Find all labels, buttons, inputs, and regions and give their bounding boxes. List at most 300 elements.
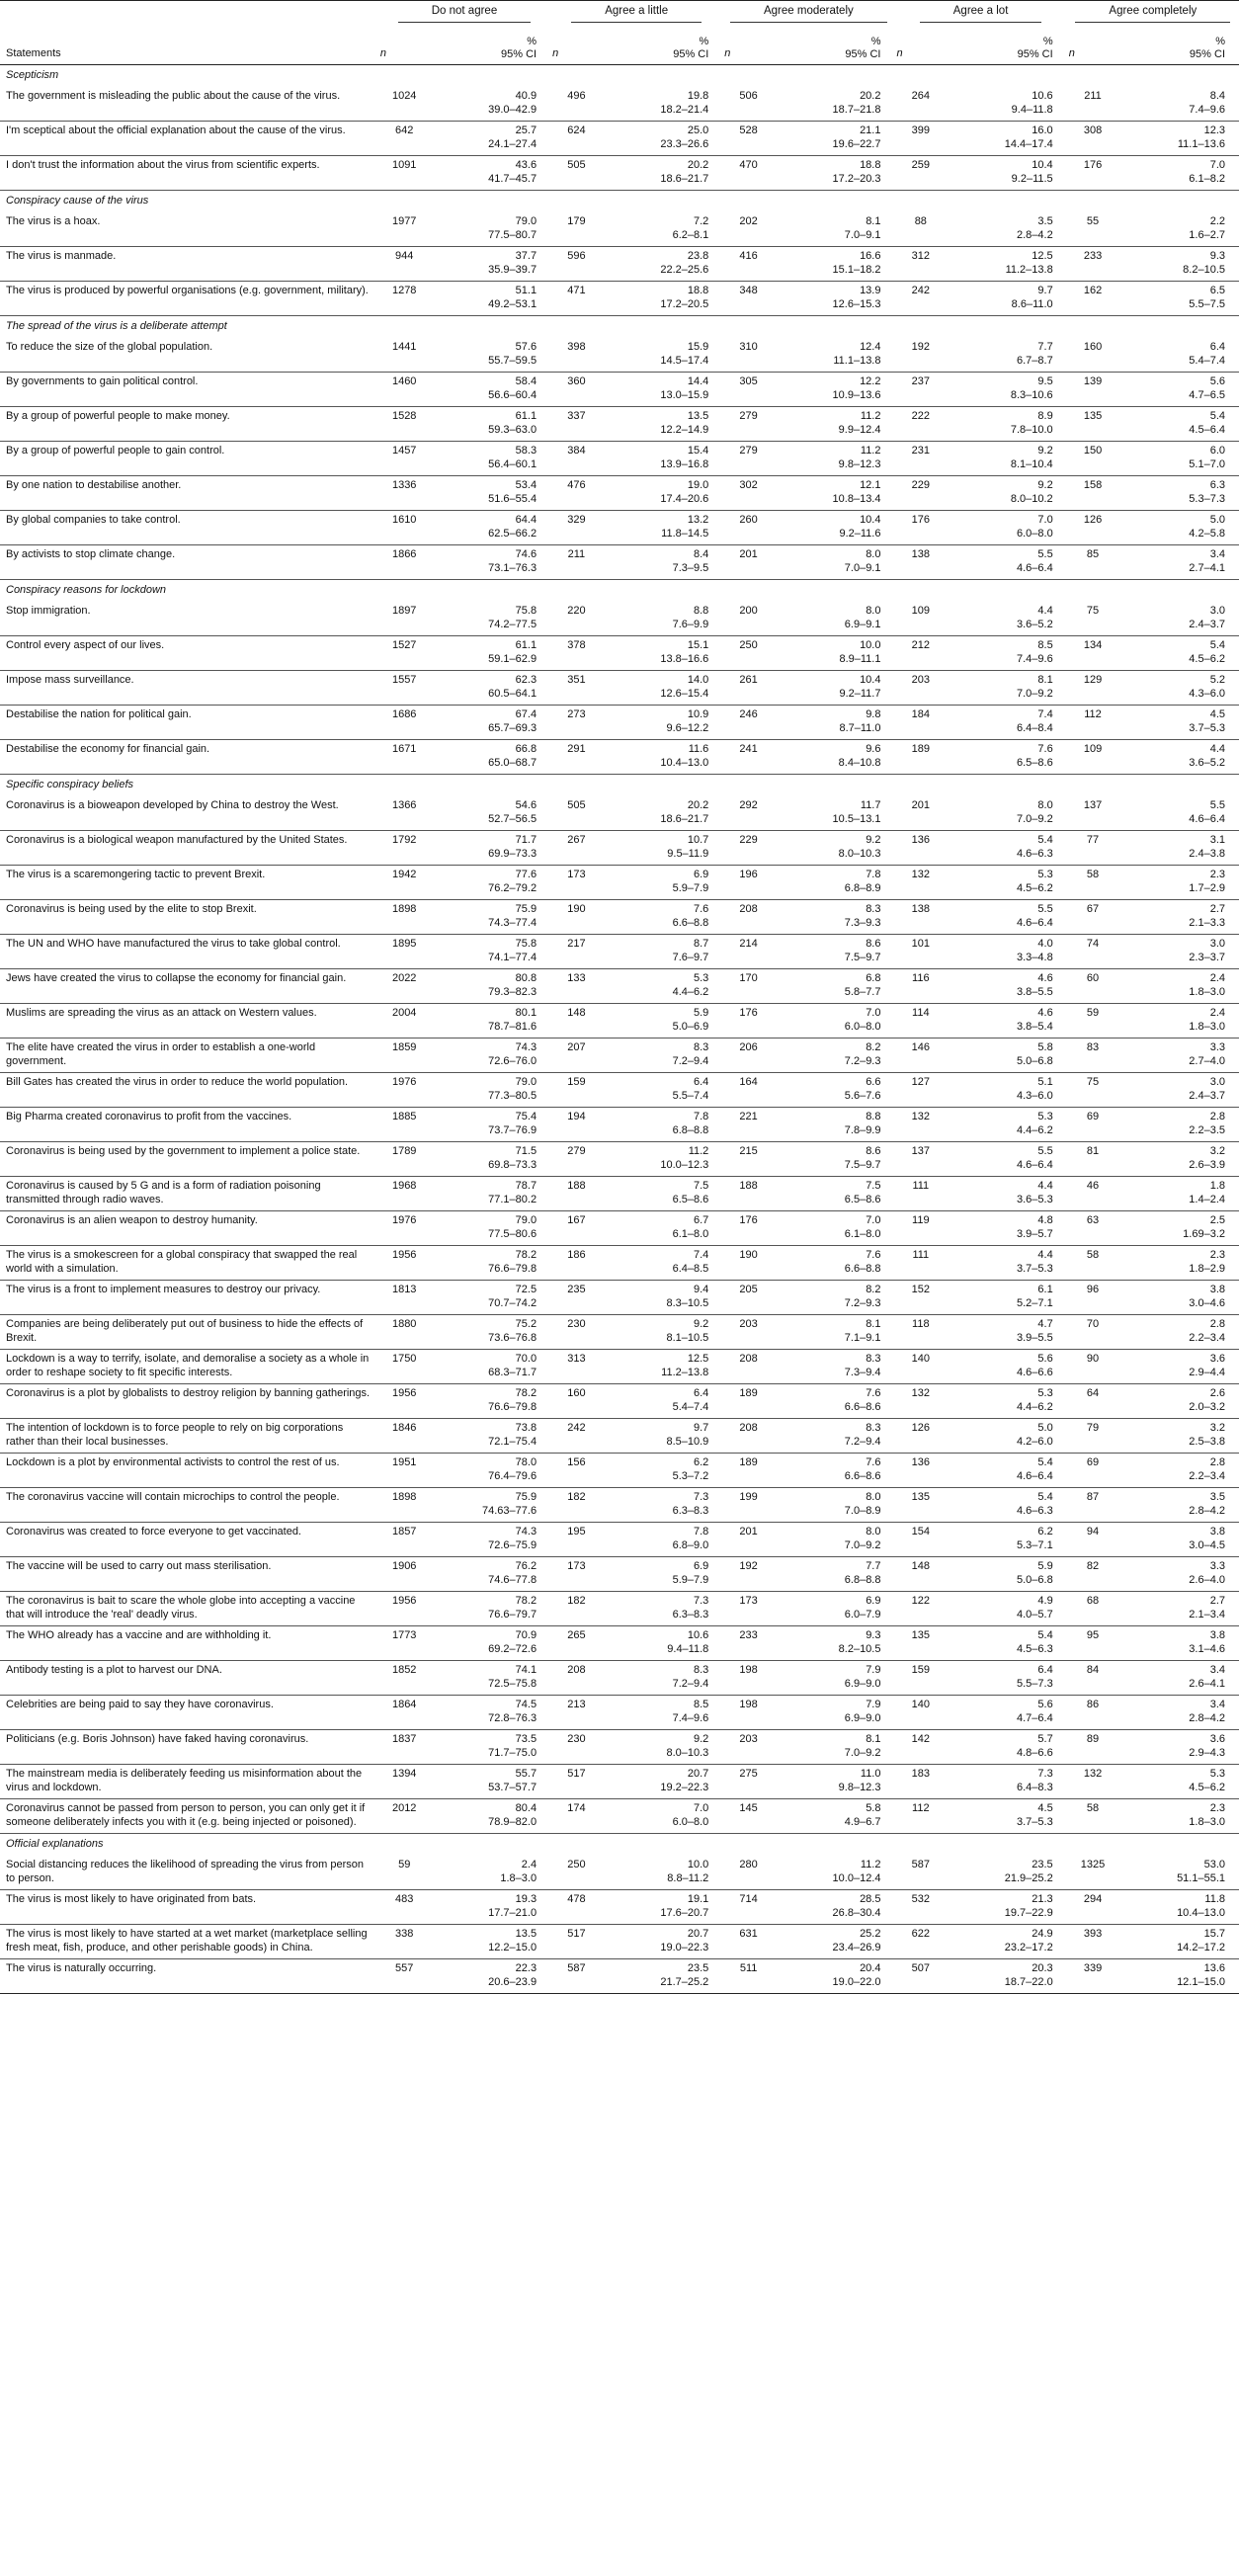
percent-ci-cell xyxy=(1118,545,1239,580)
n-cell: 1906 xyxy=(378,1557,431,1592)
percent-value: 21.3 xyxy=(1032,1893,1053,1905)
percent-value: 13.6 xyxy=(1203,1962,1225,1974)
statement-cell: By governments to gain political control. xyxy=(0,373,378,407)
percent-ci-cell xyxy=(603,1246,723,1281)
percent-ci-cell xyxy=(603,796,723,831)
statement-cell: The virus is a front to implement measures to destroy our privacy. xyxy=(0,1281,378,1315)
percent-ci-cell xyxy=(1118,1696,1239,1730)
n-cell: 170 xyxy=(722,969,775,1004)
ci-value: 74.2–77.5 xyxy=(488,618,537,630)
n-cell: 94 xyxy=(1067,1523,1119,1557)
statement-cell: The virus is naturally occurring. xyxy=(0,1959,378,1994)
n-cell: 129 xyxy=(1067,671,1119,706)
ci-value: 7.2–9.4 xyxy=(844,1435,881,1448)
n-cell: 59 xyxy=(1067,1004,1119,1039)
n-cell: 176 xyxy=(894,511,947,545)
n-cell: 1024 xyxy=(378,87,431,122)
percent-label: % xyxy=(1042,36,1053,47)
percent-value: 8.3 xyxy=(866,1422,881,1434)
ci-value: 3.7–5.3 xyxy=(1189,721,1225,734)
statement-cell: Politicians (e.g. Boris Johnson) have faked having coronavirus. xyxy=(0,1730,378,1765)
percent-value: 51.1 xyxy=(515,285,537,296)
percent-value: 1.8 xyxy=(1209,1180,1225,1192)
percent-ci-column-header xyxy=(603,27,723,65)
ci-value: 2.2–3.4 xyxy=(1189,1331,1225,1344)
percent-value: 4.6 xyxy=(1037,1007,1053,1019)
n-column-header: n xyxy=(896,46,903,59)
percent-value: 37.7 xyxy=(515,250,537,262)
percent-ci-cell xyxy=(603,1384,723,1419)
ci-value: 2.6–4.0 xyxy=(1189,1573,1225,1586)
percent-value: 19.0 xyxy=(687,479,709,491)
percent-ci-cell xyxy=(1118,1730,1239,1765)
table-row xyxy=(0,671,1239,706)
ci-value: 3.6–5.2 xyxy=(1189,756,1225,769)
percent-ci-cell xyxy=(603,282,723,316)
percent-value: 13.5 xyxy=(515,1928,537,1940)
ci-value: 2.9–4.3 xyxy=(1189,1746,1225,1759)
percent-value: 5.4 xyxy=(1209,639,1225,651)
percent-ci-cell xyxy=(603,636,723,671)
n-cell: 159 xyxy=(894,1661,947,1696)
percent-ci-cell xyxy=(603,1039,723,1073)
percent-ci-cell xyxy=(603,247,723,282)
percent-value: 20.7 xyxy=(687,1928,709,1940)
ci-value: 5.0–6.8 xyxy=(1016,1573,1053,1586)
ci-value: 3.7–5.3 xyxy=(1016,1815,1053,1828)
percent-value: 13.5 xyxy=(687,410,709,422)
percent-value: 8.3 xyxy=(693,1041,709,1053)
percent-ci-cell xyxy=(947,1925,1067,1959)
n-cell: 1789 xyxy=(378,1142,431,1177)
ci-value: 6.6–8.6 xyxy=(844,1469,881,1482)
percent-ci-cell xyxy=(775,866,895,900)
n-cell: 622 xyxy=(894,1925,947,1959)
n-cell: 1610 xyxy=(378,511,431,545)
percent-ci-cell xyxy=(1118,636,1239,671)
section-row xyxy=(0,316,1239,339)
percent-ci-cell xyxy=(431,900,551,935)
ci-value: 12.1–15.0 xyxy=(1177,1975,1225,1988)
ci-value: 7.0–9.2 xyxy=(1016,687,1053,700)
percent-ci-cell xyxy=(431,866,551,900)
n-cell: 89 xyxy=(1067,1730,1119,1765)
ci-value: 6.8–9.0 xyxy=(672,1538,709,1551)
percent-value: 61.1 xyxy=(515,410,537,422)
n-cell: 505 xyxy=(550,156,603,191)
percent-value: 6.6 xyxy=(866,1076,881,1088)
percent-value: 21.1 xyxy=(860,125,881,136)
n-cell: 305 xyxy=(722,373,775,407)
percent-value: 8.1 xyxy=(866,215,881,227)
percent-value: 73.5 xyxy=(515,1733,537,1745)
percent-ci-cell xyxy=(775,1488,895,1523)
percent-ci-cell xyxy=(1118,1454,1239,1488)
n-cell: 189 xyxy=(722,1384,775,1419)
n-cell: 112 xyxy=(894,1799,947,1834)
ci-value: 6.3–8.3 xyxy=(672,1504,709,1517)
percent-ci-cell xyxy=(947,1488,1067,1523)
section-title: The spread of the virus is a deliberate attempt xyxy=(6,320,227,332)
n-cell: 1527 xyxy=(378,636,431,671)
percent-ci-cell xyxy=(431,1765,551,1799)
ci-value: 7.0–9.2 xyxy=(844,1538,881,1551)
ci-value: 76.6–79.8 xyxy=(488,1400,537,1413)
n-cell: 393 xyxy=(1067,1925,1119,1959)
percent-ci-cell xyxy=(947,1959,1067,1994)
n-cell: 470 xyxy=(722,156,775,191)
percent-value: 11.0 xyxy=(860,1768,881,1780)
n-cell: 230 xyxy=(550,1730,603,1765)
percent-value: 6.4 xyxy=(1209,341,1225,353)
statement-cell: The WHO already has a vaccine and are withholding it. xyxy=(0,1626,378,1661)
percent-value: 8.7 xyxy=(693,938,709,950)
ci-value: 23.3–26.6 xyxy=(660,137,709,150)
ci-value: 7.3–9.4 xyxy=(844,1366,881,1378)
percent-ci-cell xyxy=(947,476,1067,511)
percent-ci-cell xyxy=(775,1730,895,1765)
ci-value: 6.5–8.6 xyxy=(1016,756,1053,769)
n-cell: 74 xyxy=(1067,935,1119,969)
table-row xyxy=(0,1925,1239,1959)
percent-value: 3.8 xyxy=(1209,1284,1225,1295)
percent-value: 25.0 xyxy=(687,125,709,136)
ci-value: 7.0–9.1 xyxy=(844,228,881,241)
n-cell: 87 xyxy=(1067,1488,1119,1523)
percent-ci-cell xyxy=(947,1557,1067,1592)
percent-ci-cell xyxy=(947,156,1067,191)
percent-ci-cell xyxy=(1118,900,1239,935)
percent-value: 7.4 xyxy=(1037,708,1053,720)
percent-value: 77.6 xyxy=(515,869,537,880)
percent-value: 7.5 xyxy=(866,1180,881,1192)
percent-value: 9.8 xyxy=(866,708,881,720)
percent-value: 5.6 xyxy=(1037,1699,1053,1710)
percent-ci-cell xyxy=(603,866,723,900)
statement-cell: Coronavirus is a biological weapon manufactured by the United States. xyxy=(0,831,378,866)
ci-value: 10.0–12.4 xyxy=(832,1871,881,1884)
n-cell: 152 xyxy=(894,1281,947,1315)
percent-value: 5.2 xyxy=(1209,674,1225,686)
ci-value: 6.0–8.0 xyxy=(672,1815,709,1828)
n-cell: 111 xyxy=(894,1246,947,1281)
ci-value: 6.6–8.8 xyxy=(844,1262,881,1275)
ci-value: 6.3–8.3 xyxy=(672,1608,709,1620)
percent-ci-cell xyxy=(603,476,723,511)
percent-value: 4.8 xyxy=(1037,1214,1053,1226)
ci-value: 3.8–5.5 xyxy=(1016,985,1053,998)
ci-value: 2.7–4.0 xyxy=(1189,1054,1225,1067)
percent-value: 73.8 xyxy=(515,1422,537,1434)
percent-ci-cell xyxy=(1118,1350,1239,1384)
ci-value: 8.9–11.1 xyxy=(839,652,881,665)
percent-value: 55.7 xyxy=(515,1768,537,1780)
percent-value: 3.0 xyxy=(1209,1076,1225,1088)
n-cell: 203 xyxy=(722,1315,775,1350)
percent-ci-cell xyxy=(947,1384,1067,1419)
table-row xyxy=(0,1177,1239,1211)
percent-ci-cell xyxy=(947,87,1067,122)
n-cell: 75 xyxy=(1067,1073,1119,1108)
table-row xyxy=(0,1661,1239,1696)
percent-value: 71.5 xyxy=(515,1145,537,1157)
percent-ci-cell xyxy=(947,969,1067,1004)
percent-value: 8.8 xyxy=(866,1111,881,1122)
ci-value: 18.2–21.4 xyxy=(660,103,709,116)
ci-value: 10.4–13.0 xyxy=(660,756,709,769)
percent-value: 7.6 xyxy=(693,903,709,915)
n-cell: 109 xyxy=(894,602,947,636)
percent-ci-cell xyxy=(603,156,723,191)
ci-value: 8.0–10.3 xyxy=(666,1746,709,1759)
percent-value: 14.4 xyxy=(687,375,709,387)
percent-ci-column-header xyxy=(775,27,895,65)
n-cell: 220 xyxy=(550,602,603,636)
percent-ci-cell xyxy=(775,671,895,706)
n-cell: 280 xyxy=(722,1856,775,1890)
ci-value: 5.6–7.6 xyxy=(844,1089,881,1102)
percent-value: 11.6 xyxy=(688,743,709,755)
n-cell: 1898 xyxy=(378,1488,431,1523)
percent-value: 7.3 xyxy=(693,1491,709,1503)
percent-ci-cell xyxy=(603,1281,723,1315)
ci-value: 7.0–9.2 xyxy=(844,1746,881,1759)
ci-value: 18.7–21.8 xyxy=(832,103,881,116)
percent-value: 15.7 xyxy=(1203,1928,1225,1940)
statement-cell: Lockdown is a plot by environmental activists to control the rest of us. xyxy=(0,1454,378,1488)
table-row xyxy=(0,900,1239,935)
percent-value: 9.2 xyxy=(693,1733,709,1745)
percent-value: 7.8 xyxy=(866,869,881,880)
statement-cell: The mainstream media is deliberately feeding us misinformation about the virus and lockdown. xyxy=(0,1765,378,1799)
percent-label: % xyxy=(1215,36,1225,47)
percent-value: 5.4 xyxy=(1209,410,1225,422)
percent-value: 10.0 xyxy=(860,639,881,651)
n-cell: 81 xyxy=(1067,1142,1119,1177)
ci-value: 2.6–3.9 xyxy=(1189,1158,1225,1171)
percent-value: 5.3 xyxy=(1037,869,1053,880)
percent-value: 9.5 xyxy=(1037,375,1053,387)
percent-value: 7.0 xyxy=(693,1802,709,1814)
ci-value: 8.8–11.2 xyxy=(667,1871,709,1884)
n-cell: 59 xyxy=(378,1856,431,1890)
ci-value: 76.4–79.6 xyxy=(488,1469,537,1482)
percent-value: 3.8 xyxy=(1209,1629,1225,1641)
n-cell: 142 xyxy=(894,1730,947,1765)
statement-cell: Destabilise the economy for financial gain. xyxy=(0,740,378,775)
n-cell: 310 xyxy=(722,338,775,373)
percent-ci-cell xyxy=(947,1592,1067,1626)
percent-ci-cell xyxy=(775,1856,895,1890)
percent-value: 4.4 xyxy=(1037,1180,1053,1192)
n-cell: 507 xyxy=(894,1959,947,1994)
percent-ci-cell xyxy=(1118,1211,1239,1246)
percent-ci-cell xyxy=(775,1799,895,1834)
ci-value: 1.6–2.7 xyxy=(1189,228,1225,241)
percent-ci-cell xyxy=(603,1211,723,1246)
ci-value: 5.4–7.4 xyxy=(672,1400,709,1413)
percent-value: 7.8 xyxy=(693,1526,709,1537)
ci-value: 5.5–7.4 xyxy=(672,1089,709,1102)
ci-value: 1.7–2.9 xyxy=(1189,881,1225,894)
percent-value: 75.4 xyxy=(515,1111,537,1122)
percent-ci-cell xyxy=(431,1626,551,1661)
table-row xyxy=(0,1419,1239,1454)
percent-ci-cell xyxy=(431,636,551,671)
ci-value: 17.2–20.3 xyxy=(832,172,881,185)
ci-value: 2.3–3.7 xyxy=(1189,951,1225,963)
percent-ci-cell xyxy=(1118,1246,1239,1281)
statement-cell: By a group of powerful people to gain control. xyxy=(0,442,378,476)
table-row xyxy=(0,87,1239,122)
percent-value: 7.2 xyxy=(693,215,709,227)
n-cell: 348 xyxy=(722,282,775,316)
percent-ci-cell xyxy=(775,87,895,122)
ci-value: 7.2–9.4 xyxy=(672,1054,709,1067)
n-cell: 532 xyxy=(894,1890,947,1925)
percent-value: 5.5 xyxy=(1037,548,1053,560)
ci-value: 2.1–3.3 xyxy=(1189,916,1225,929)
ci-value: 4.4–6.2 xyxy=(672,985,709,998)
table-row xyxy=(0,1557,1239,1592)
percent-value: 80.4 xyxy=(515,1802,537,1814)
ci-value: 1.8–3.0 xyxy=(1189,1020,1225,1033)
percent-value: 74.3 xyxy=(515,1526,537,1537)
percent-ci-cell xyxy=(603,1626,723,1661)
ci-value: 6.6–8.6 xyxy=(844,1400,881,1413)
table-row xyxy=(0,1765,1239,1799)
n-cell: 133 xyxy=(550,969,603,1004)
n-cell: 1091 xyxy=(378,156,431,191)
ci-value: 15.1–18.2 xyxy=(832,263,881,276)
n-cell: 46 xyxy=(1067,1177,1119,1211)
statement-cell: The coronavirus vaccine will contain microchips to control the people. xyxy=(0,1488,378,1523)
percent-ci-cell xyxy=(947,1350,1067,1384)
n-cell: 135 xyxy=(894,1488,947,1523)
n-cell: 160 xyxy=(1067,338,1119,373)
ci-value: 5.5–7.3 xyxy=(1016,1677,1053,1690)
percent-ci-cell xyxy=(775,1592,895,1626)
percent-ci-cell xyxy=(947,1626,1067,1661)
percent-value: 20.4 xyxy=(860,1962,881,1974)
n-cell: 208 xyxy=(722,1419,775,1454)
table-row xyxy=(0,1108,1239,1142)
percent-ci-cell xyxy=(947,545,1067,580)
statement-cell: Control every aspect of our lives. xyxy=(0,636,378,671)
section-row xyxy=(0,1834,1239,1857)
ci-value: 74.3–77.4 xyxy=(488,916,537,929)
percent-value: 7.3 xyxy=(693,1595,709,1607)
percent-value: 3.4 xyxy=(1209,1664,1225,1676)
table-row xyxy=(0,1211,1239,1246)
percent-ci-cell xyxy=(947,122,1067,156)
percent-ci-cell xyxy=(775,1246,895,1281)
percent-value: 4.5 xyxy=(1209,708,1225,720)
n-cell: 140 xyxy=(894,1696,947,1730)
percent-ci-column-header xyxy=(431,27,551,65)
percent-ci-cell xyxy=(775,1177,895,1211)
percent-ci-cell xyxy=(1118,1592,1239,1626)
n-cell: 162 xyxy=(1067,282,1119,316)
percent-ci-cell xyxy=(775,1004,895,1039)
ci-value: 2.9–4.4 xyxy=(1189,1366,1225,1378)
group-header: Agree a lot xyxy=(894,1,1066,28)
percent-ci-cell xyxy=(775,1384,895,1419)
statement-cell: The virus is produced by powerful organisations (e.g. government, military). xyxy=(0,282,378,316)
n-cell: 148 xyxy=(894,1557,947,1592)
percent-value: 75.9 xyxy=(515,903,537,915)
percent-ci-cell xyxy=(1118,1281,1239,1315)
n-cell: 1528 xyxy=(378,407,431,442)
ci-value: 19.0–22.0 xyxy=(832,1975,881,1988)
n-cell: 208 xyxy=(550,1661,603,1696)
n-cell: 476 xyxy=(550,476,603,511)
ci-value: 7.2–9.3 xyxy=(844,1296,881,1309)
percent-value: 5.7 xyxy=(1037,1733,1053,1745)
percent-value: 6.7 xyxy=(693,1214,709,1226)
percent-ci-cell xyxy=(431,1454,551,1488)
table-row xyxy=(0,1696,1239,1730)
percent-ci-cell xyxy=(1118,247,1239,282)
percent-ci-cell xyxy=(431,1315,551,1350)
percent-ci-cell xyxy=(431,1004,551,1039)
n-cell: 154 xyxy=(894,1523,947,1557)
percent-value: 66.8 xyxy=(515,743,537,755)
ci-value: 3.3–4.8 xyxy=(1016,951,1053,963)
n-cell: 208 xyxy=(722,1350,775,1384)
percent-value: 71.7 xyxy=(515,834,537,846)
n-cell: 416 xyxy=(722,247,775,282)
ci-value: 12.2–14.9 xyxy=(660,423,709,436)
statement-cell: Coronavirus is a plot by globalists to destroy religion by banning gatherings. xyxy=(0,1384,378,1419)
percent-value: 5.0 xyxy=(1209,514,1225,526)
ci-value: 9.2–11.6 xyxy=(839,527,881,540)
percent-ci-cell xyxy=(603,1073,723,1108)
percent-ci-cell xyxy=(431,1039,551,1073)
percent-value: 10.4 xyxy=(860,514,881,526)
percent-ci-cell xyxy=(431,1959,551,1994)
n-cell: 360 xyxy=(550,373,603,407)
percent-value: 3.4 xyxy=(1209,1699,1225,1710)
statement-cell: The virus is manmade. xyxy=(0,247,378,282)
n-cell: 211 xyxy=(550,545,603,580)
percent-value: 2.7 xyxy=(1209,1595,1225,1607)
ci-value: 70.7–74.2 xyxy=(488,1296,537,1309)
percent-value: 4.4 xyxy=(1037,605,1053,617)
percent-value: 8.1 xyxy=(1037,674,1053,686)
n-cell: 242 xyxy=(894,282,947,316)
ci-value: 6.8–8.8 xyxy=(844,1573,881,1586)
n-cell: 596 xyxy=(550,247,603,282)
percent-value: 8.1 xyxy=(866,1733,881,1745)
ci-value: 77.3–80.5 xyxy=(488,1089,537,1102)
n-cell: 587 xyxy=(894,1856,947,1890)
percent-value: 9.7 xyxy=(693,1422,709,1434)
ci-value: 73.7–76.9 xyxy=(488,1123,537,1136)
percent-ci-cell xyxy=(431,1073,551,1108)
ci-value: 4.7–6.4 xyxy=(1016,1711,1053,1724)
percent-value: 7.6 xyxy=(1037,743,1053,755)
table-row xyxy=(0,247,1239,282)
n-cell: 176 xyxy=(722,1004,775,1039)
percent-value: 3.0 xyxy=(1209,938,1225,950)
percent-value: 2.6 xyxy=(1209,1387,1225,1399)
ci-value: 4.6–6.4 xyxy=(1189,812,1225,825)
percent-value: 14.0 xyxy=(687,674,709,686)
ci-value: 5.3–7.2 xyxy=(672,1469,709,1482)
percent-ci-cell xyxy=(775,1523,895,1557)
percent-ci-cell xyxy=(775,1925,895,1959)
